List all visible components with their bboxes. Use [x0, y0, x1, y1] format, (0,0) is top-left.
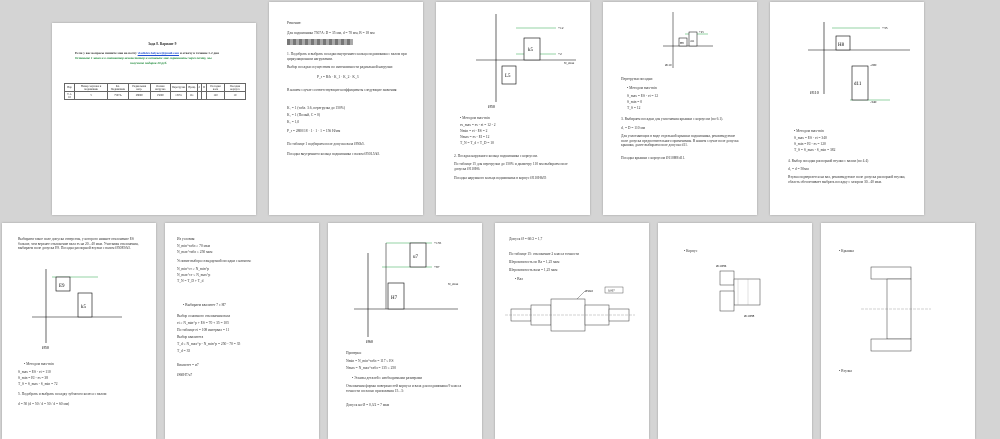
paragraph-4: Посадка внутреннего кольца подшипника с валом Ø50L5/k5.: [287, 152, 381, 156]
method-bullet: • Методом max-min: [627, 86, 657, 90]
formula-line: S_max = ES - ei = 110: [18, 370, 51, 374]
text-line: Шероховатость вала = 1,25 мкм: [509, 268, 558, 272]
paragraph-4: 4. Выбор посадки распорной втулки с валом (по 4.4): [788, 159, 869, 163]
quality-bullet: • Выбираем квалитет 7 с H7: [183, 303, 226, 307]
method-bullet: • Методом max-min: [460, 116, 490, 120]
sketch-bullet: • Эскизы деталей с необходимыми размерами: [352, 376, 423, 380]
lower-label: +87: [434, 265, 440, 269]
formula-line: T_N = T_D + T_d: [177, 279, 204, 283]
text-line: Шероховатость по Ra = 1,25 мкм: [509, 260, 560, 264]
document-page-8: [328, 223, 482, 439]
document-page-2: [269, 2, 423, 215]
tolerance-diagram: [2, 261, 156, 361]
housing-sketch: [658, 257, 812, 357]
quality-bullet-text: Выбираем квалитет 7 с H7: [185, 303, 226, 307]
formula-line: Квалитет = и7: [177, 363, 199, 367]
document-page-10: [658, 223, 812, 439]
dimension-label: Ø110H8: [744, 314, 755, 318]
paragraph-2: В нашем случае соответствующие коэффициенты следующие значения:: [287, 88, 398, 92]
table-header: Радиальная нагр.: [128, 84, 150, 92]
table-cell: Т-1-10: [65, 92, 75, 100]
text-line: Перегрузки посадки:: [621, 77, 654, 81]
diameter-label: Ø50: [42, 345, 49, 350]
instruction-text: Если у вас вопросы пишите мне на почту: [75, 51, 137, 55]
paragraph-3: По таблице 1 подбираем поле допуска вала Ø50k5.: [287, 142, 365, 146]
instruction-line: [75, 51, 219, 56]
cover-bottom-flange: [871, 339, 911, 351]
formula-line: По таблице ei = 108 интервал = 11: [177, 328, 230, 332]
tolerance-label: 0,007: [608, 288, 615, 293]
formula-line: T_S = S_max - S_min = 382: [794, 148, 836, 152]
bushing-bullet-text: Втулка: [841, 369, 852, 373]
method-bullet-text: Методом max-min: [796, 129, 824, 133]
paragraph-1: 1. Подобрать и выбрать посадки внутреннего кольца подшипника с валом при циркуляционном нагружении.: [287, 52, 407, 61]
nmax-label: N_max: [448, 282, 459, 286]
paragraph-3c: Для уплотняющих в виде отдельной крышки подшипника, рекомендуемое поле допуска предпочтительного применения. В нашем случае поле допуска крышки, далее выбираем поле допуска d11.: [621, 134, 739, 148]
table-header-row: [65, 84, 246, 92]
field-label-h7: H7: [391, 296, 398, 301]
field-label-e9: E9: [59, 284, 65, 289]
cover-sketch: [821, 257, 975, 377]
document-page-3: [436, 2, 590, 215]
paragraph-4b: d₂ = d = 50мм: [788, 167, 809, 171]
document-page-9: [495, 223, 649, 439]
housing-bullet-text: Корпус: [686, 249, 698, 253]
given-line: Для подшипника 7507А: D = 35 мм, d = 70 мм, B = 18 мм: [287, 31, 375, 35]
instruction-text-tail: и отвечу в течение 1-2 дня: [179, 51, 219, 55]
field-label-d11: d11: [690, 39, 695, 43]
shaft-sketch: [495, 285, 649, 355]
formula-line: Nmax = N_max^табл = 135 ≤ 250: [346, 366, 396, 370]
deviation-label: -200: [870, 63, 877, 67]
paragraph-5b: d = 50 (d = 50 / d = 50 / d = 60 мм): [18, 402, 70, 406]
formula-line: S_max = ES - ei = 340: [794, 136, 827, 140]
table-header: Кл. Подшипник: [107, 84, 128, 92]
paragraph-2: 2. Посадка наружного кольца подшипника с корпусом.: [454, 154, 538, 158]
method-bullet: • Методом max-min: [24, 362, 54, 366]
paragraph-3: 3. Выбираем посадки для уплотнения крышки с корпусом (по 6.1).: [621, 117, 724, 121]
paragraph: Отклонения формы поверхностей корпуса и вала для подшипника 9 класса точности согласно приложения 15...3:: [346, 384, 462, 393]
document-page-1: [52, 23, 256, 215]
table-header: Осевая нагрузка: [150, 84, 170, 92]
field-label-k5: k5: [528, 48, 533, 53]
formula-line: N_max^ст ≤ N_max^р: [177, 273, 211, 277]
formula-line: ei ≥ N_min^р + ES = 70 + 35 = 105: [177, 321, 229, 325]
table-cell: Ос.: [187, 92, 197, 100]
lower-label: +2: [558, 52, 562, 56]
formula-line: T_S = S_max - S_min = 72: [18, 382, 58, 386]
table-header: Посадки корпуса: [224, 84, 245, 92]
leader-line: [577, 291, 585, 299]
diameter-label: Ø50: [488, 104, 495, 109]
formula-line: S_max = ES - ei = 12: [627, 94, 659, 98]
diameter-label: Ø110: [810, 90, 819, 95]
field-label-h8: H8: [838, 43, 845, 48]
table-cell: 28000: [128, 92, 150, 100]
document-page-4: [603, 2, 757, 215]
document-page-7: [165, 223, 319, 439]
paragraph-3b: d₁ = D = 110 мм: [621, 126, 645, 130]
cover-top-flange: [871, 267, 911, 279]
upper-label: +25: [699, 30, 704, 34]
bearing-strip-image: [287, 39, 353, 45]
coef-k1: K₁ = 1 (табл. 3.6, перегрузка до 150%): [287, 106, 346, 110]
page-title: Зада 8. Вариант 9: [148, 42, 177, 46]
formula-line: T_S = 12: [627, 106, 641, 110]
solution-heading: Решение:: [287, 21, 302, 25]
housing-flange: [720, 271, 734, 285]
field-label-L5: L5: [505, 74, 511, 79]
promo-line-2: получите подарок 20 руб.: [130, 61, 168, 65]
table-header: Посадки вала: [207, 84, 225, 92]
table-cell: 120: [207, 92, 225, 100]
method-bullet-text: Методом max-min: [26, 362, 54, 366]
formula-line: S_min = EI - es = 38: [18, 376, 49, 380]
document-page-11: [821, 223, 975, 439]
cover-bullet: • Крышка: [839, 249, 854, 253]
paragraph-5: 5. Подобрать и выбрать посадку зубчатого колеса с валом:: [18, 392, 108, 396]
table-cell: 150%: [170, 92, 186, 100]
text-line: По таблице 15: отклонение 2 класса точности: [509, 252, 579, 256]
table-header: D: [202, 84, 207, 92]
paragraph-4c: Втулка подвергается на вал, рекомендуемое поле допуска распорной втулки, область обеспечивает выбрать посадку с зазором 30...40 мкм.: [788, 175, 906, 184]
upper-label: +35: [882, 26, 888, 30]
diameter-label: Ø110: [665, 63, 672, 67]
formula-line: N_max^табл ≤ 250 мкм: [177, 250, 213, 254]
table-cell: 7507А: [107, 92, 128, 100]
text-line: Из условия:: [177, 237, 196, 241]
formula-line: Допуск Ø = 60/2 = 1,7: [509, 237, 543, 241]
coef-k3: K₃ = 1,0: [287, 120, 300, 124]
document-page-5: [770, 2, 924, 215]
table-header: Вар: [65, 84, 75, 92]
variant-table: [64, 83, 246, 100]
field-label-h8: H8: [680, 41, 684, 45]
field-label-u7: u7: [413, 255, 418, 260]
check-heading: Проверка:: [346, 351, 362, 355]
table-cell: 5: [75, 92, 108, 100]
dimension-label: Ø110H6: [716, 264, 727, 268]
paragraph-3d: Посадка крышки с корпусом Ø110H8/d11.: [621, 156, 686, 160]
housing-flange: [720, 291, 734, 311]
method-bullet-text: Методом max-min: [629, 86, 657, 90]
housing-bullet: • Корпус: [684, 249, 698, 253]
email-link[interactable]: vladislav.belyaev@gmail.com: [137, 51, 180, 55]
paragraph-1b: Выбор посадки осуществим по интенсивности радиальной нагрузки:: [287, 65, 394, 69]
field-label-d11: d11: [854, 82, 862, 87]
tolerance-diagram: [603, 2, 757, 72]
promo-line-1: Оставьте 1 заказ и в мотиватор неилистатор и оставьте мне скриншоты через почту, мы: [75, 56, 212, 60]
table-cell: 10: [224, 92, 245, 100]
paragraph-2c: Посадка наружного кольца подшипника в корпус Ø110H6/l5: [454, 176, 547, 180]
coef-k2: K₂ = 1 (Полый, C = 0): [287, 113, 321, 117]
field-label-k5: k5: [81, 305, 86, 310]
table-row: [65, 92, 246, 100]
table-header: Перегрузка: [170, 84, 186, 92]
upper-label: +135: [434, 241, 442, 245]
document-page-6: [2, 223, 156, 439]
formula-intensity: P_r = R/b · K_1 · K_2 · K_3: [317, 75, 359, 79]
formula-line: Nmin = N_min^табл = 117 ≤ ES: [346, 359, 394, 363]
selection-line: Выбор основного отклонения вала: [177, 314, 231, 318]
deviation-label: -340: [870, 100, 877, 104]
bushing-bullet: • Втулка: [839, 369, 852, 373]
formula-pr: P_r = 2800/18 · 1 · 1 · 1 = 156 Н/мм: [287, 129, 341, 133]
paragraph-1: Выбираем такое поле допуска отверстия, у которого нижнее отклонение ES больше, чем верхнее отклонение вала es на 20...40 мкм. Учитывая отклонения, выбираем поле допуска E9. Посадка распорной втулки с валом Ø50E9/k5.: [18, 237, 139, 251]
table-header: Вращ.: [187, 84, 197, 92]
formula-line: N_min^табл ≥ 70 мкм: [177, 244, 210, 248]
paragraph-2b: По таблице 15 для перегрузки до 150% и диаметру 110 мм выбираем поле допуска Ø110H6.: [454, 162, 568, 171]
shaft-bullet-text: Вал: [517, 277, 523, 281]
formula-line: es_max = es - ei = 12 - 2: [460, 123, 496, 127]
formula-line: T_d ≤ N_max^р - N_min^р = 250 - 70 = 35: [177, 342, 241, 346]
tolerance-diagram: [436, 2, 590, 112]
shaft-bullet: • Вал: [515, 277, 523, 281]
formula-line: Выбор квалитета: [177, 335, 204, 339]
result-line: Ø60H7/u7: [177, 373, 193, 377]
sketch-bullet-text: Эскизы деталей с необходимыми размерами: [354, 376, 423, 380]
tolerance-diagram: [328, 223, 482, 343]
formula-line: T_N = T_d + T_D = 10: [460, 141, 494, 145]
cover-bullet-text: Крышка: [841, 249, 854, 253]
formula-line: S_min = EI - es = 120: [794, 142, 826, 146]
method-bullet: • Методом max-min: [794, 129, 824, 133]
table-header: d: [197, 84, 201, 92]
method-bullet-text: Методом max-min: [462, 116, 490, 120]
tolerance-diagram: [770, 2, 924, 112]
formula-line: Nmin = ei - ES = 2: [460, 129, 488, 133]
formula-line: Допуск на Ø = 0,3/2 = 7 мкм: [346, 403, 390, 407]
table-header: Номер чертежа и подшипник: [75, 84, 108, 92]
formula-line: Nmax = es - EI = 12: [460, 135, 490, 139]
dimension-label: Ø50k5: [585, 289, 594, 293]
upper-label: +12: [558, 26, 564, 30]
diameter-label: Ø60: [366, 339, 373, 343]
formula-line: N_min^ст ≥ N_min^р: [177, 267, 210, 271]
nmax-label: N_max: [564, 61, 575, 65]
condition-line: Условие выбора стандартной посадки с натягом:: [177, 259, 252, 263]
formula-line: S_min = 0: [627, 100, 643, 104]
table-cell: 15000: [150, 92, 170, 100]
formula-line: T_d = 35: [177, 349, 191, 353]
